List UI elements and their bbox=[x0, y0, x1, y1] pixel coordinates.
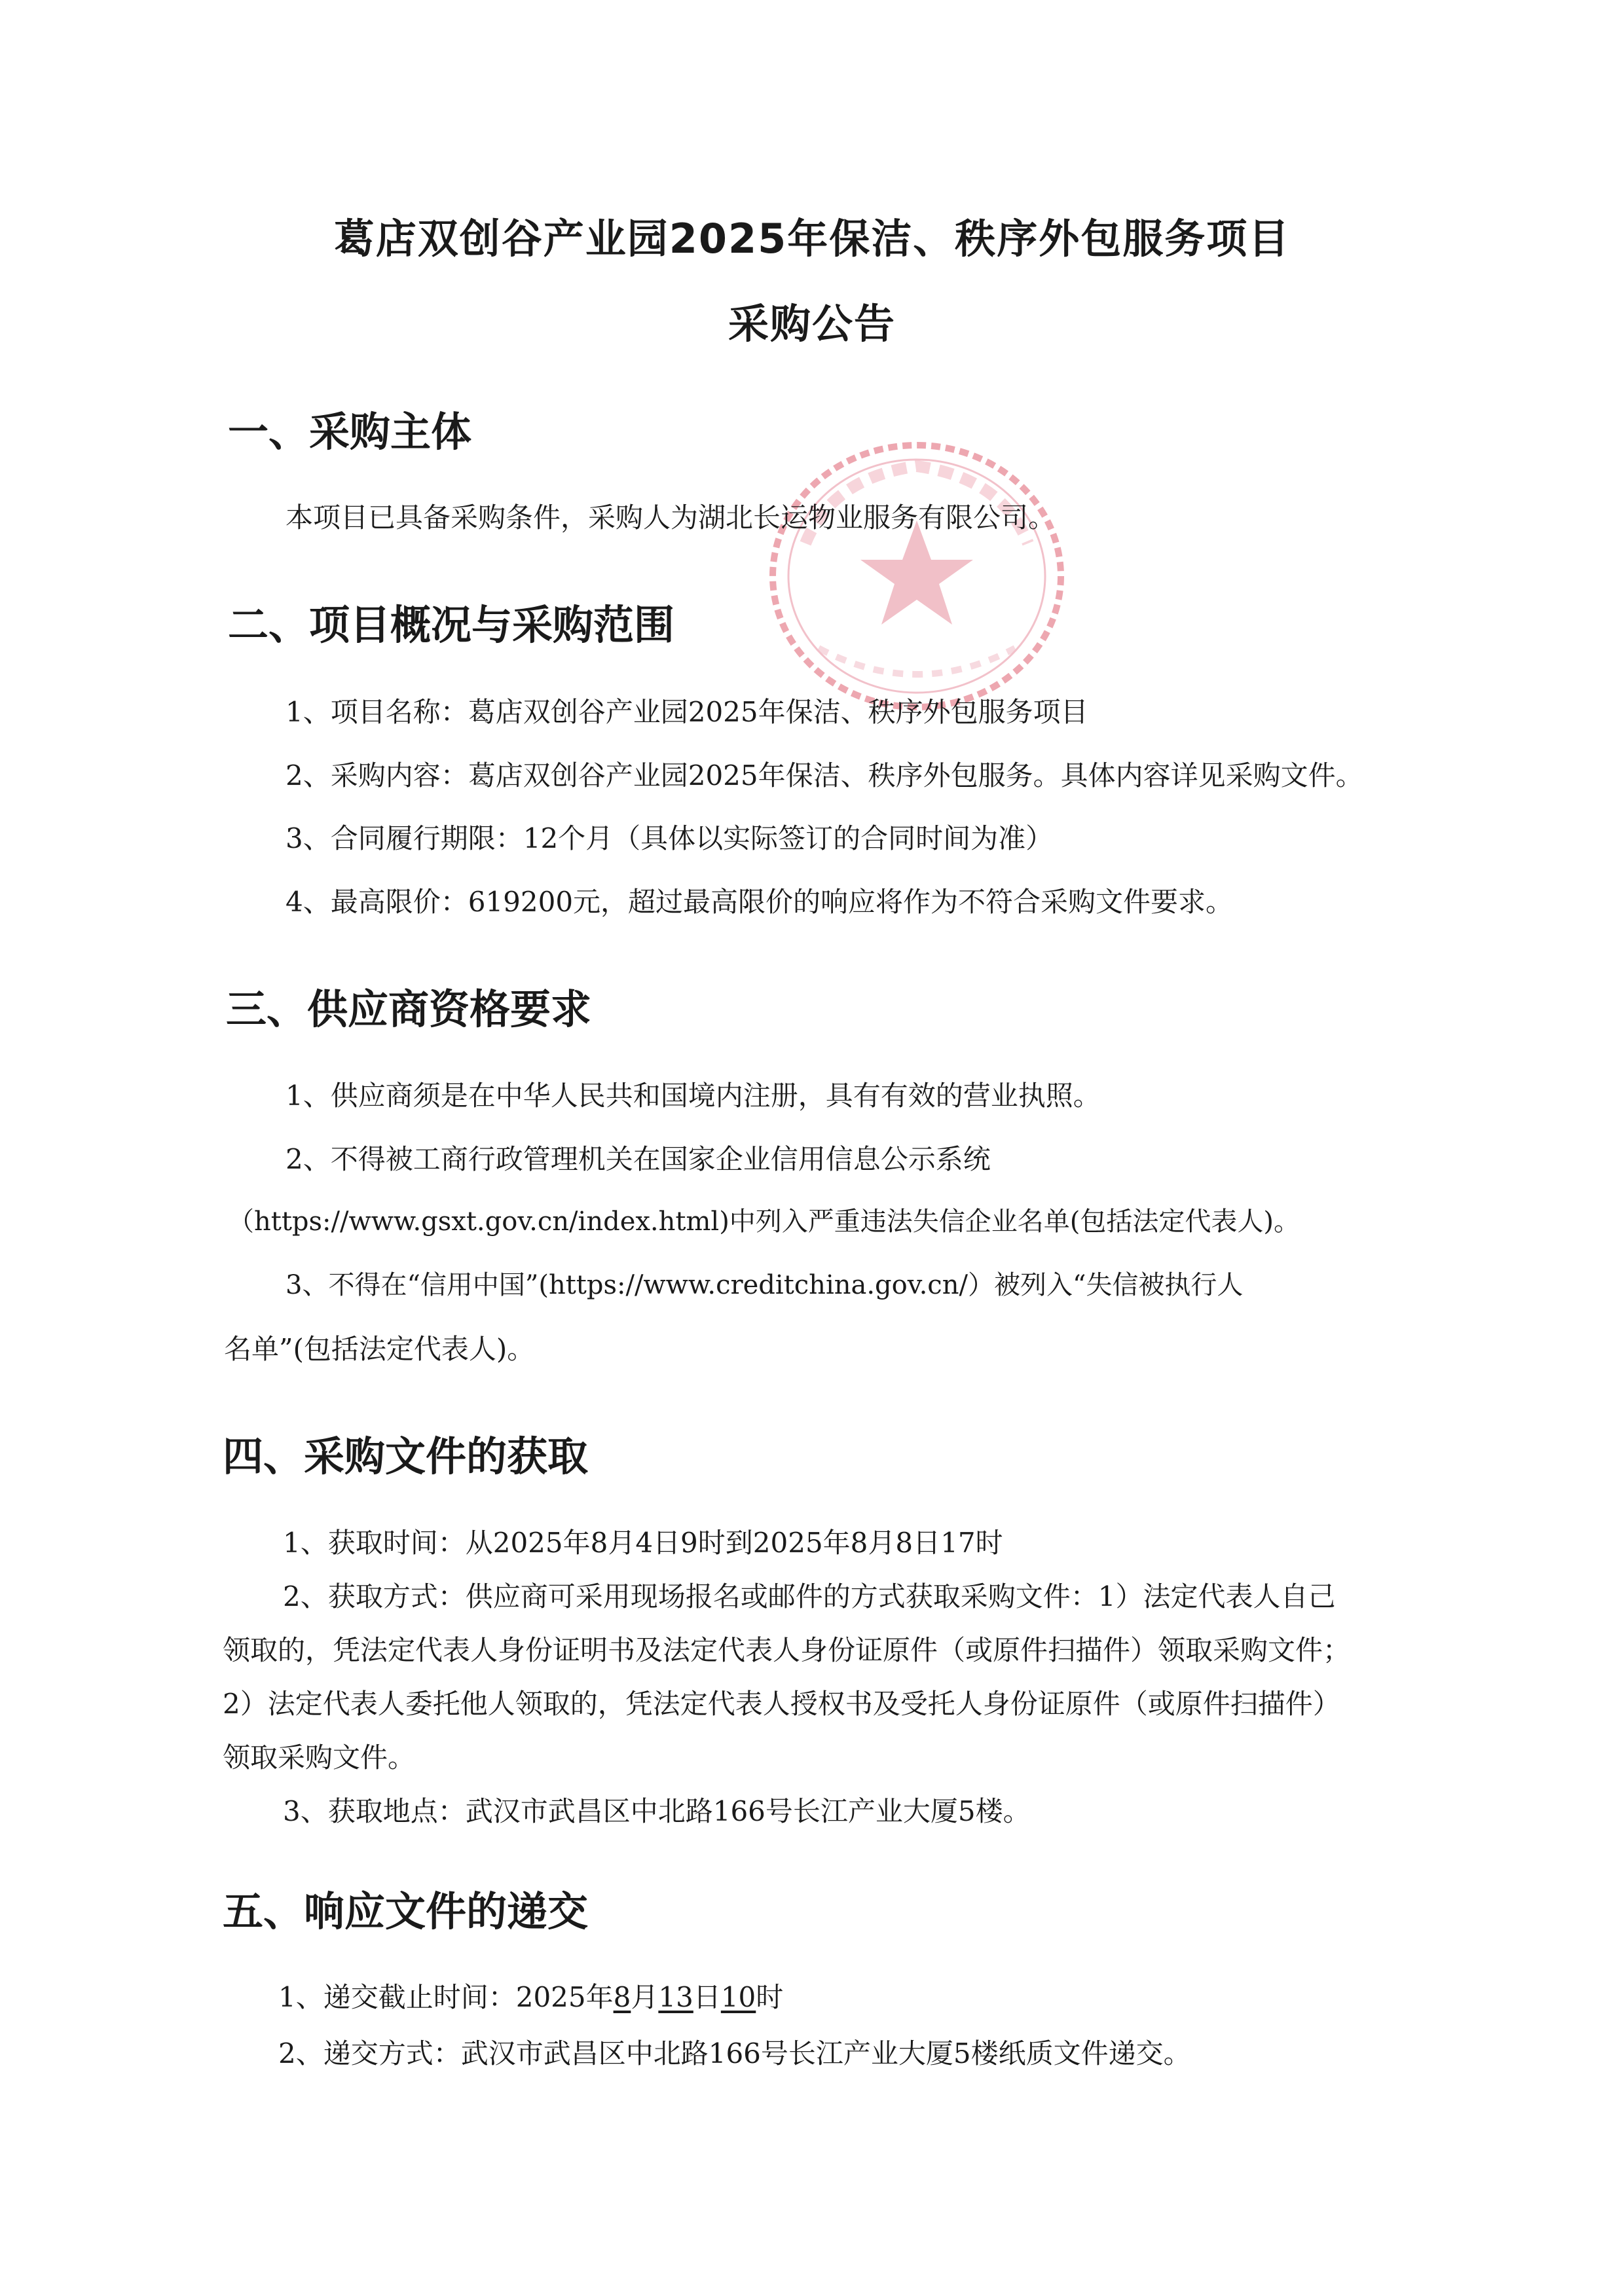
section-2-item-2: 2、采购内容：葛店双创谷产业园2025年保洁、秩序外包服务。具体内容详见采购文件。 bbox=[286, 759, 1363, 792]
section-3-item-2-line2: （https://www.gsxt.gov.cn/index.html)中列入严重违法失信企业名单(包括法定代表人)。 bbox=[228, 1207, 1301, 1237]
section-4-item-1: 1、获取时间：从2025年8月4日9时到2025年8月8日17时 bbox=[283, 1527, 1003, 1559]
section-4-item-2-line4: 领取采购文件。 bbox=[223, 1741, 416, 1774]
section-3-item-1: 1、供应商须是在中华人民共和国境内注册，具有有效的营业执照。 bbox=[286, 1080, 1101, 1112]
deadline-month-unit: 月 bbox=[631, 1981, 659, 2013]
section-2-heading: 二、项目概况与采购范围 bbox=[228, 601, 675, 649]
section-5-heading: 五、响应文件的递交 bbox=[223, 1887, 589, 1935]
section-4-item-2-line3: 2）法定代表人委托他人领取的，凭法定代表人授权书及受托人身份证原件（或原件扫描件） bbox=[223, 1688, 1340, 1720]
section-4-item-2-line2: 领取的，凭法定代表人身份证明书及法定代表人身份证原件（或原件扫描件）领取采购文件； bbox=[223, 1634, 1351, 1666]
section-5-item-2: 2、递交方式：武汉市武昌区中北路166号长江产业大厦5楼纸质文件递交。 bbox=[278, 2037, 1191, 2069]
deadline-day: 13 bbox=[658, 1981, 693, 2013]
deadline-hour-unit: 时 bbox=[756, 1981, 784, 2013]
section-4-heading: 四、采购文件的获取 bbox=[223, 1432, 589, 1480]
section-2-item-3: 3、合同履行期限：12个月（具体以实际签订的合同时间为准） bbox=[286, 822, 1054, 854]
section-4-item-2-line1: 2、获取方式：供应商可采用现场报名或邮件的方式获取采购文件：1）法定代表人自己 bbox=[283, 1580, 1336, 1613]
section-4-item-3: 3、获取地点：武汉市武昌区中北路166号长江产业大厦5楼。 bbox=[283, 1795, 1031, 1827]
section-1-paragraph: 本项目已具备采购条件，采购人为湖北长运物业服务有限公司。 bbox=[286, 501, 1056, 534]
section-2-item-4: 4、最高限价：619200元，超过最高限价的响应将作为不符合采购文件要求。 bbox=[286, 886, 1234, 918]
deadline-day-unit: 日 bbox=[693, 1981, 721, 2013]
section-2-item-1: 1、项目名称：葛店双创谷产业园2025年保洁、秩序外包服务项目 bbox=[286, 696, 1088, 728]
section-3-item-2-line1: 2、不得被工商行政管理机关在国家企业信用信息公示系统 bbox=[286, 1143, 991, 1175]
section-3-heading: 三、供应商资格要求 bbox=[226, 985, 592, 1033]
section-3-item-3-line2: 名单”(包括法定代表人)。 bbox=[224, 1333, 535, 1365]
section-3-item-3-line1: 3、不得在“信用中国”(https://www.creditchina.gov.cn/）被列入“失信被执行人 bbox=[286, 1270, 1244, 1300]
document-title-line2: 采购公告 bbox=[728, 300, 896, 348]
deadline-prefix: 1、递交截止时间：2025年 bbox=[278, 1981, 614, 2013]
section-1-heading: 一、采购主体 bbox=[228, 408, 472, 456]
section-5-item-1 bbox=[278, 1981, 784, 2013]
document-title-line1: 葛店双创谷产业园2025年保洁、秩序外包服务项目 bbox=[333, 215, 1291, 263]
deadline-month: 8 bbox=[613, 1981, 631, 2013]
deadline-hour: 10 bbox=[720, 1981, 756, 2013]
official-seal-stamp bbox=[760, 432, 1074, 720]
